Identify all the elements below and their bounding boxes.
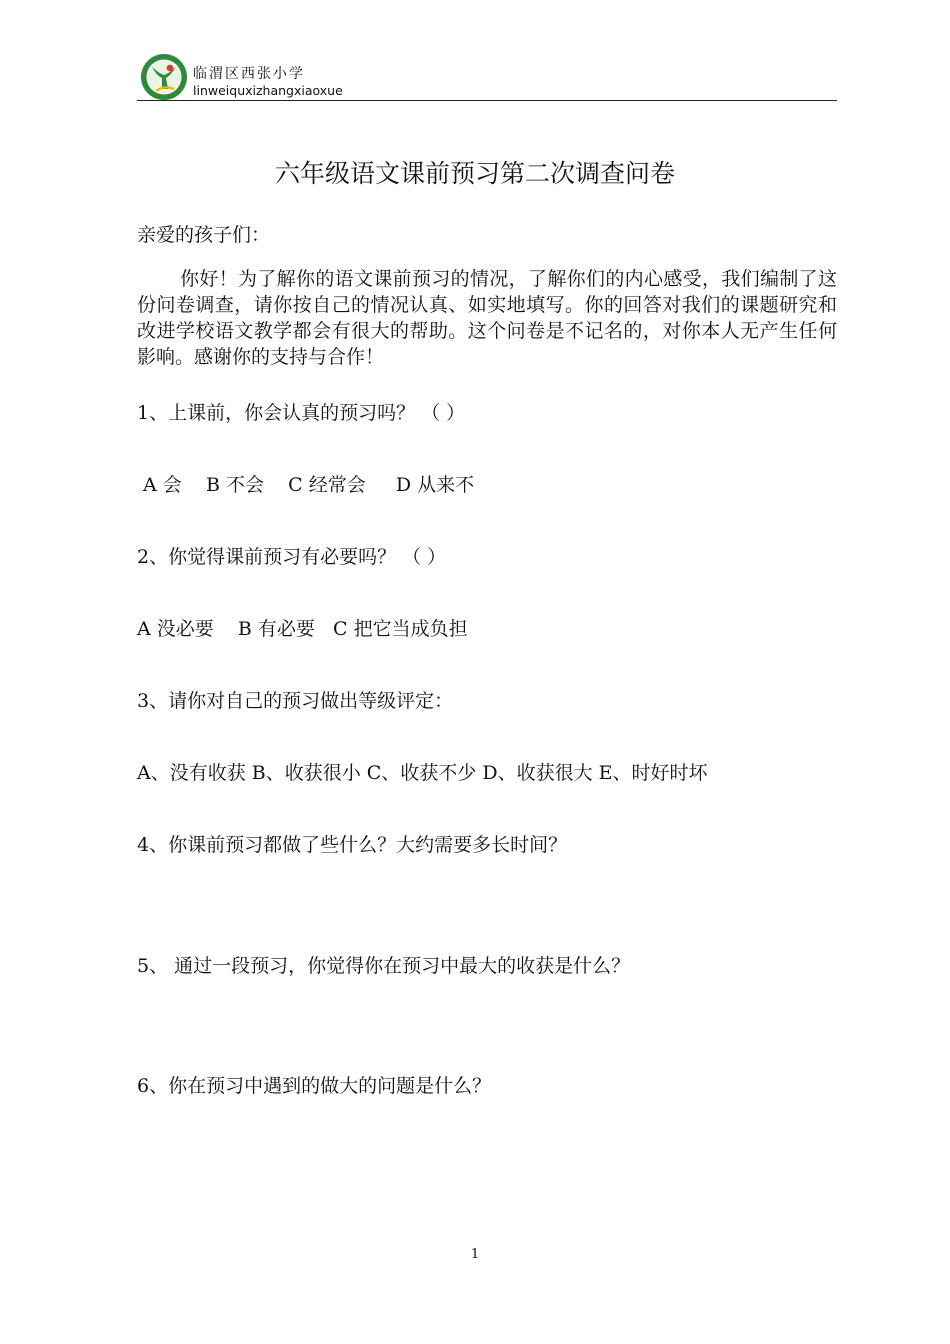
question-1-options: A 会 B 不会 C 经常会 D 从来不: [137, 474, 475, 496]
page-number: 1: [470, 1247, 480, 1262]
question-6: 6、你在预习中遇到的做大的问题是什么？: [137, 1075, 492, 1097]
question-2-options: A 没必要 B 有必要 C 把它当成负担: [137, 618, 468, 640]
intro-paragraph: 你好！为了解你的语文课前预习的情况，了解你们的内心感受，我们编制了这份问卷调查，请你按自己的情况认真、如实地填写。你的回答对我们的课题研究和改进学校语文教学都会有很大的帮助。这个问卷是不记名的，对你本人无产生任何影响。感谢你的支持与合作！: [137, 268, 837, 368]
question-2: 2、你觉得课前预习有必要吗？ （ ）: [137, 546, 447, 568]
document-title: 六年级语文课前预习第二次调查问卷: [274, 159, 675, 188]
question-3: 3、请你对自己的预习做出等级评定：: [137, 690, 454, 712]
question-3-options: A、没有收获 B、收获很小 C、收获不少 D、收获很大 E、时好时坏: [137, 762, 708, 784]
question-5: 5、 通过一段预习，你觉得你在预习中最大的收获是什么？: [137, 955, 631, 977]
school-emblem-icon: [140, 53, 188, 101]
document-header: [137, 50, 837, 102]
header-divider: [137, 100, 837, 101]
salutation: 亲爱的孩子们：: [137, 224, 271, 246]
question-1: 1、上课前，你会认真的预习吗？ （ ）: [137, 402, 466, 424]
school-name: 临渭区西张小学: [193, 66, 305, 82]
school-pinyin: linweiquxizhangxiaoxue: [193, 83, 343, 98]
question-4: 4、你课前预习都做了些什么？大约需要多长时间？: [137, 834, 568, 856]
